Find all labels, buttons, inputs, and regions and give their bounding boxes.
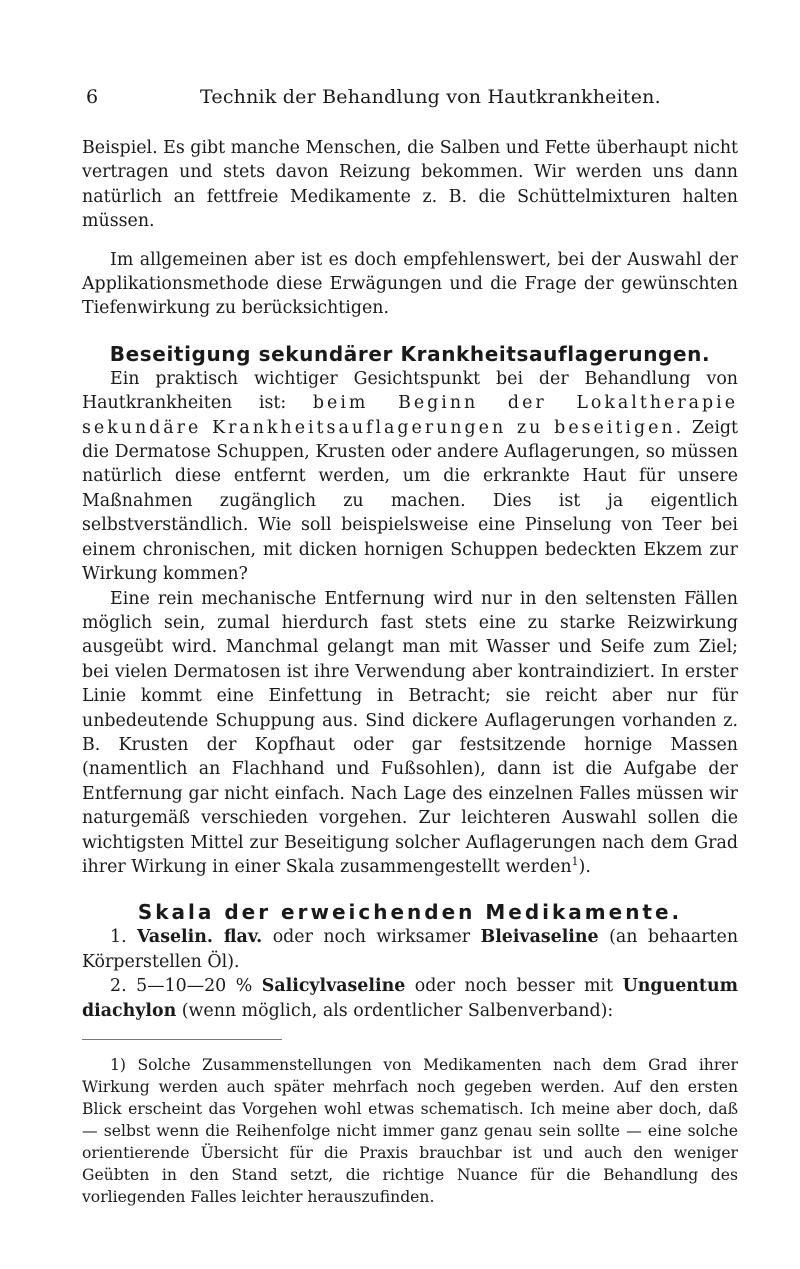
paragraph-entfernung: Eine rein mechanische Entfernung wird nur in den seltensten Fällen möglich sein, zumal hierdurch fast stets eine zu starke Reizwirkung ausgeübt wird. Manchmal gelangt man mit Wasser und Seife zum Ziel; bei vielen Dermatosen ist ihre Verwendung aber kontraindiziert. In erster Linie kommt eine Einfettung in Betracht; sie reicht aber nur für unbedeutende Schuppung aus. Sind dickere Auflagerungen vorhanden z. B. Krusten der Kopfhaut oder gar festsitzende hornige Massen (namentlich an Flachhand und Fußsohlen), dann ist die Aufgabe der Entfernung gar nicht einfach. Nach Lage des einzelnen Falles müssen wir naturgemäß verschieden vorgehen. Zur leichteren Auswahl sollen die wichtigsten Mittel zur Beseitigung solcher Auflagerungen nach dem Grad ihrer Wirkung in einer Skala zusammengestellt werden$^1$). bbox=[82, 588, 738, 877]
footnote-mark: 1) bbox=[110, 1056, 127, 1074]
emphasized-principle: beim Beginn der Lokaltherapie sekundäre Krankheitsauflagerungen zu beseitigen. bbox=[82, 393, 738, 438]
footnote-reference[interactable]: 1 bbox=[571, 855, 579, 869]
paragraph-allgemeinen: Im allgemeinen aber ist es doch empfehlenswert, bei der Auswahl der Applikationsmethode diese Erwägungen und die Frage der gewünschten Tiefenwirkung zu berücksichtigen. bbox=[82, 249, 738, 319]
page-body bbox=[82, 136, 738, 1208]
section-heading-skala: Skala der erweichenden Medikamente. bbox=[137, 900, 683, 925]
footnote bbox=[82, 1054, 738, 1208]
list-item-1: 1. Vaselin. flav. oder noch wirksamer Bleivaseline (an behaarten Körperstellen Öl). bbox=[82, 927, 739, 972]
paragraph-gesichtspunkt: Ein praktisch wichtiger Gesichtspunkt bei der Behandlung von Hautkrankheiten ist: beim Beginn der Lokaltherapie sekundäre Krankheitsauflagerungen zu beseitigen. Zeigt die Dermatose Schuppen, Krusten oder andere Auflagerungen, so müssen natürlich diese entfernt werden, um die erkrankte Haut für unsere Maßnahmen zugänglich zu machen. Dies ist ja eigentlich selbstverständlich. Wie soll beispielsweise eine Pinselung von Teer bei einem chronischen, mit dicken hornigen Schuppen bedeckten Ekzem zur Wirkung kommen? bbox=[82, 368, 738, 585]
running-title: Technik der Behandlung von Hautkrankheiten. bbox=[200, 86, 661, 108]
section-heading-beseitigung: Beseitigung sekundärer Krankheitsauflagerungen. bbox=[109, 341, 711, 366]
footnote-divider bbox=[82, 1039, 282, 1040]
footnote-text: Solche Zusammenstellungen von Medikamenten nach dem Grad ihrer Wirkung werden auch später mehrfach noch gegeben werden. Auf den ersten Blick erscheint das Vorgehen wohl etwas schematisch. Ich meine aber doch, daß — selbst wenn die Reihenfolge nicht immer ganz genau sein sollte — eine solche orientierende Übersicht für die Praxis brauchbar ist und auch den weniger Geübten in den Stand setzt, die richtige Nuance für die Behandlung des vorliegenden Falles leichter herauszufinden. bbox=[82, 1056, 738, 1206]
running-header bbox=[82, 86, 738, 112]
list-item-2: 2. 5—10—20 % Salicylvaseline oder noch besser mit Unguentum diachylon (wenn möglich, als ordentlicher Salbenverband): bbox=[82, 976, 738, 1021]
paragraph-beispiel: Beispiel. Es gibt manche Menschen, die Salben und Fette überhaupt nicht vertragen und stets davon Reizung bekommen. Wir werden uns dann natürlich an fettfreie Medikamente z. B. die Schüttelmixturen halten müssen. bbox=[82, 138, 739, 232]
page-number: 6 bbox=[86, 86, 99, 108]
